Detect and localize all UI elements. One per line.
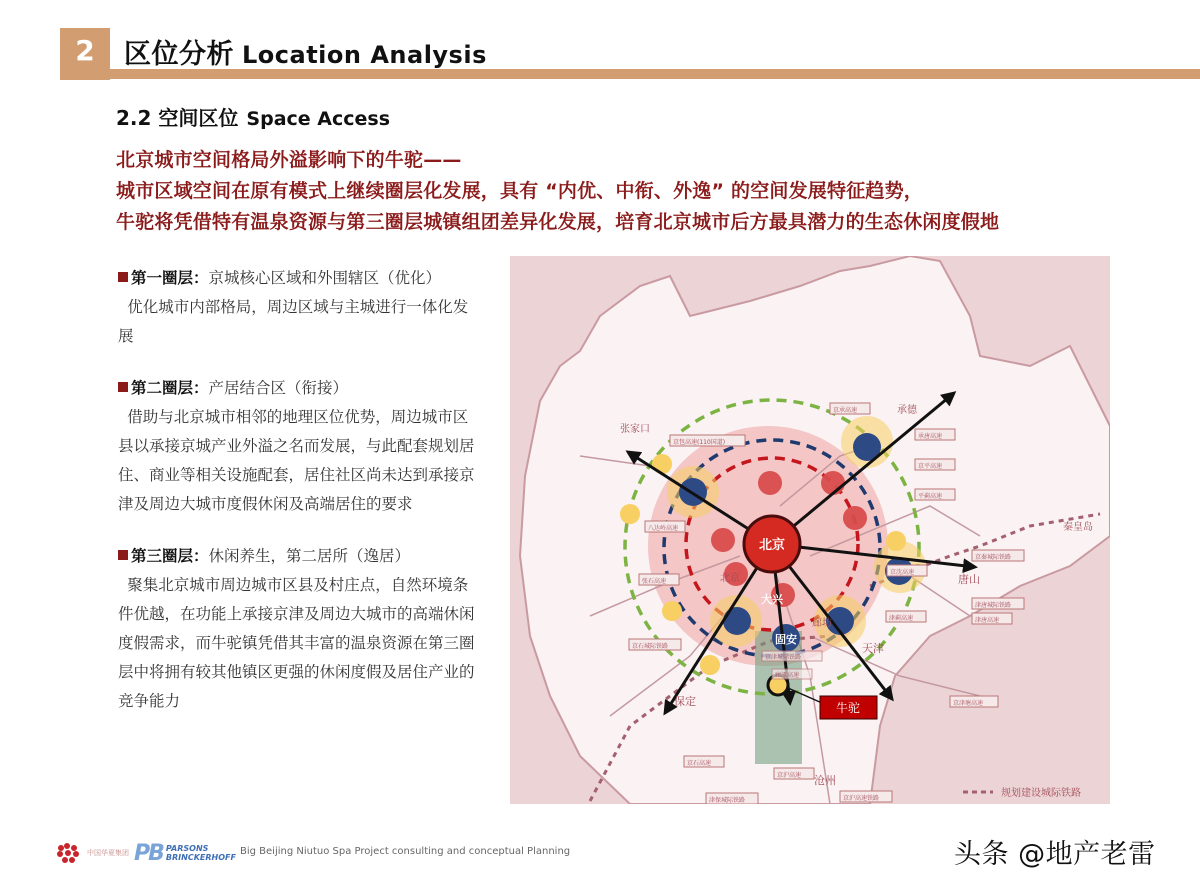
city-label: 沧州 [814, 774, 836, 787]
layer-colon: ： [193, 379, 209, 397]
footer-caption: Big Beijing Niutuo Spa Project consulting and conceptual Planning [240, 846, 571, 857]
layer-summary: 京城核心区域和外围辖区（优化） [208, 269, 442, 287]
road-label [706, 793, 758, 804]
road-label [629, 639, 681, 650]
layer-body: 优化城市内部格局，周边区域与主城进行一体化发展 [118, 298, 469, 345]
city-label: 北京 [720, 573, 740, 584]
svg-text:京津城际铁路: 京津城际铁路 [765, 654, 802, 661]
svg-text:京包高速(110国道): 京包高速(110国道) [673, 439, 726, 446]
city-label-qinhuangdao: 秦皇岛 [1063, 522, 1093, 533]
city-label: 天津 [862, 642, 884, 655]
lead-line: 牛驼将凭借特有温泉资源与第三圈层城镇组团差异化发展，培育北京城市后方最具潜力的生态休闲度假地 [116, 211, 1000, 233]
road-label [639, 574, 679, 585]
city-label: 唐山 [958, 573, 980, 586]
road-label [772, 669, 812, 679]
svg-text:廊涿高速: 廊涿高速 [775, 672, 800, 679]
sponsor-logo-text: 中国华夏集团 [87, 849, 129, 857]
svg-text:京沪高速铁路: 京沪高速铁路 [843, 795, 880, 802]
road-label [670, 435, 745, 446]
city-label: 承德 [897, 405, 917, 416]
road-label [972, 598, 1024, 609]
layer-name: 第三圈层 [131, 547, 194, 565]
svg-text:京承高速: 京承高速 [833, 407, 858, 414]
road-label [886, 611, 926, 622]
pb-logo-line1: PARSONS [165, 844, 209, 853]
road-label [950, 696, 998, 707]
road-label [972, 550, 1024, 561]
subsection-title-cn: 空间区位 [158, 106, 239, 130]
layer-body: 聚集北京城市周边城市区县及村庄点，自然环境条件优越，在功能上承接京津及周边大城市的高端休闲度假需求，而牛驼镇凭借其丰富的温泉资源在第三圈层中将拥有较其他镇区更强的休闲度假及居住产业的竞争能力 [118, 576, 475, 710]
road-label [654, 779, 700, 790]
svg-text:津唐城际铁路: 津唐城际铁路 [975, 602, 1012, 609]
road-label [684, 756, 724, 767]
city-label: 廊坊 [812, 618, 832, 629]
subsection-number: 2.2 [116, 106, 152, 130]
road-label [675, 703, 715, 714]
layer-name: 第一圈层 [131, 269, 194, 287]
svg-text:京津塘高速: 京津塘高速 [953, 700, 984, 707]
svg-text:八达岭高速: 八达岭高速 [648, 525, 679, 532]
square-bullet-icon [118, 272, 128, 282]
layer-colon: ： [193, 269, 209, 287]
guan-label: 固安 [775, 633, 797, 646]
page-title-cn: 区位分析 [124, 39, 234, 70]
lead-line: 城市区域空间在原有模式上继续圈层化发展，具有 “内优、中衔、外逸” 的空间发展特征趋势， [116, 180, 924, 202]
subsection-title-en: Space Access [246, 108, 391, 130]
layer-item-first [118, 264, 478, 351]
road-label [915, 459, 955, 470]
parsons-brinckerhoff-logo [134, 840, 236, 866]
svg-text:津唐高速: 津唐高速 [975, 617, 1000, 624]
page-title [124, 32, 487, 71]
layer-name: 第二圈层 [131, 379, 194, 397]
svg-text:津蓟高速: 津蓟高速 [889, 615, 914, 622]
layer-item-second [118, 374, 478, 519]
pb-logo-line2: BRINCKERHOFF [165, 853, 236, 862]
road-label [840, 791, 892, 802]
layer-list [118, 264, 478, 739]
road-label [645, 521, 685, 532]
city-label: 张家口 [620, 424, 650, 435]
page-title-en: Location Analysis [242, 41, 487, 69]
road-label [774, 768, 814, 779]
road-label [762, 651, 822, 661]
regional-ring-map [510, 256, 1110, 804]
map-center-label: 北京 [758, 538, 786, 553]
svg-text:平蓟高速: 平蓟高速 [918, 493, 943, 500]
layer-item-third [118, 542, 478, 716]
road-label [887, 565, 927, 576]
svg-text:京石高速: 京石高速 [687, 760, 712, 767]
road-label [915, 429, 955, 440]
sponsor-logo-icon [56, 842, 86, 864]
section-number: 2 [75, 33, 95, 67]
svg-text:承唐高速: 承唐高速 [918, 433, 943, 440]
svg-text:京沈高速: 京沈高速 [890, 569, 915, 576]
road-label [915, 489, 955, 500]
svg-text:京秦城际铁路: 京秦城际铁路 [975, 554, 1012, 561]
svg-text:京平高速: 京平高速 [918, 463, 943, 470]
niutuo-label: 牛驼 [835, 701, 861, 715]
daxing-label: 大兴 [761, 593, 783, 606]
city-label: 保定 [674, 695, 696, 708]
svg-text:津保城际铁路: 津保城际铁路 [709, 797, 746, 804]
legend-label: 规划建设城际铁路 [1001, 788, 1081, 799]
lead-line: 北京城市空间格局外溢影响下的牛驼—— [116, 149, 462, 171]
subsection-title [116, 102, 390, 131]
pb-logo-mark: PB [134, 840, 163, 866]
watermark: 头条 @地产老雷 [954, 839, 1156, 870]
lead-statement [116, 145, 1126, 238]
layer-colon: ： [193, 547, 209, 565]
road-label [830, 403, 870, 414]
layer-summary: 产居结合区（衔接） [208, 379, 349, 397]
svg-text:京沪高速: 京沪高速 [777, 772, 802, 779]
svg-text:京石城际铁路: 京石城际铁路 [632, 643, 669, 650]
road-label [972, 613, 1012, 624]
svg-text:张石高速: 张石高速 [642, 578, 667, 585]
layer-summary: 休闲养生，第二居所（逸居） [208, 547, 411, 565]
square-bullet-icon [118, 382, 128, 392]
square-bullet-icon [118, 550, 128, 560]
layer-body: 借助与北京城市相邻的地理区位优势，周边城市区县以承接京城产业外溢之名而发展，与此配套规划居住、商业等相关设施配套，居住社区尚未达到承接京津及周边大城市度假休闲及高端居住的要求 [118, 408, 475, 513]
